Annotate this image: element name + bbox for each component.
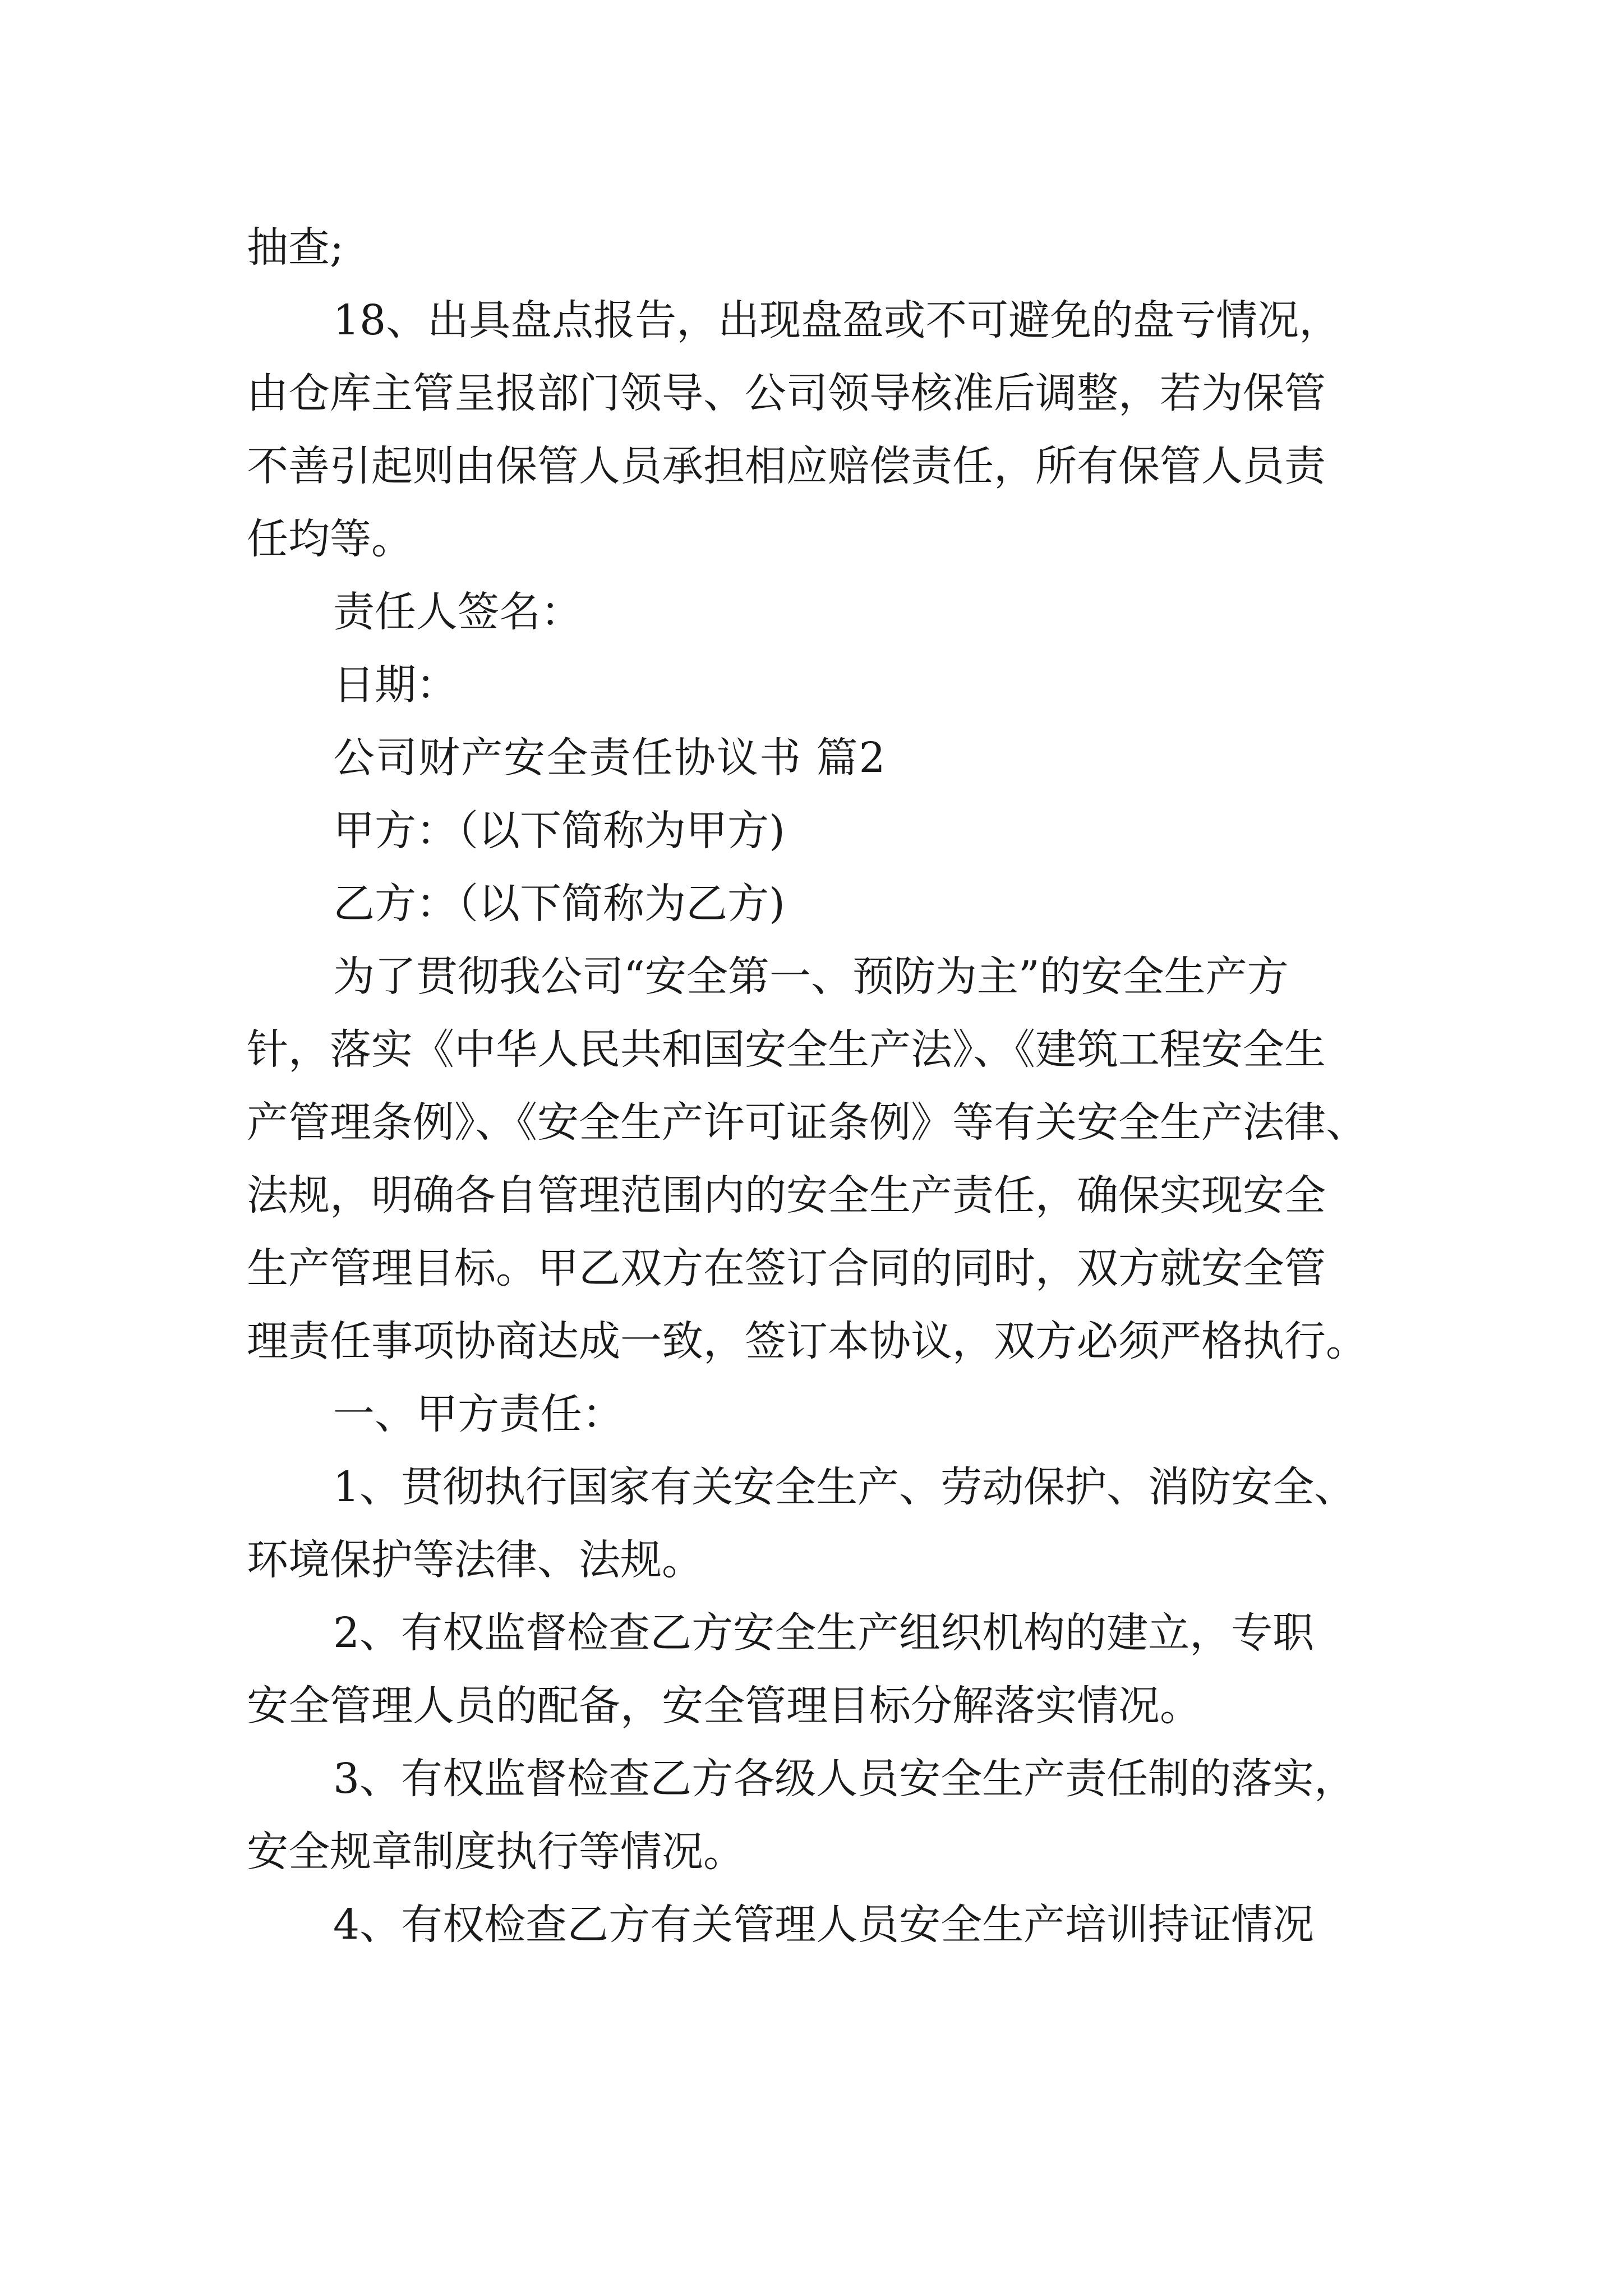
text-line-15: 生产管理目标。甲乙双方在签订合同的同时，双方就安全管 — [247, 1244, 1326, 1292]
signature-label: 责任人签名： — [333, 588, 582, 636]
clause-1-line-1: 1、贯彻执行国家有关安全生产、劳动保护、消防安全、 — [333, 1463, 1356, 1511]
text-line-5: 任均等。 — [247, 515, 413, 563]
section-title: 公司财产安全责任协议书 篇2 — [333, 734, 887, 782]
text-line-11: 为了贯彻我公司“安全第一、预防为主”的安全生产方 — [333, 953, 1289, 1001]
clause-1-line-2: 环境保护等法律、法规。 — [247, 1536, 703, 1584]
text-line-14: 法规，明确各自管理范围内的安全生产责任，确保实现安全 — [247, 1171, 1326, 1220]
party-a-responsibilities-heading: 一、甲方责任： — [333, 1390, 624, 1438]
clause-3-line-1: 3、有权监督检查乙方各级人员安全生产责任制的落实， — [333, 1755, 1356, 1803]
clause-2-line-2: 安全管理人员的配备，安全管理目标分解落实情况。 — [247, 1682, 1201, 1730]
party-a-line: 甲方：（以下简称为甲方) — [333, 807, 785, 855]
text-line-12: 针，落实《中华人民共和国安全生产法》、《建筑工程安全生 — [247, 1025, 1326, 1074]
date-label: 日期： — [333, 661, 458, 709]
text-line-2: 18、出具盘点报告，出现盘盈或不可避免的盘亏情况， — [333, 296, 1341, 344]
text-line-4: 不善引起则由保管人员承担相应赔偿责任，所有保管人员责 — [247, 442, 1326, 490]
clause-4-line-1: 4、有权检查乙方有关管理人员安全生产培训持证情况 — [333, 1901, 1315, 1949]
clause-2-line-1: 2、有权监督检查乙方安全生产组织机构的建立，专职 — [333, 1609, 1315, 1657]
text-line-13: 产管理条例》、《安全生产许可证条例》等有关安全生产法律、 — [247, 1098, 1367, 1147]
party-b-line: 乙方：（以下简称为乙方) — [333, 880, 785, 928]
text-line-16: 理责任事项协商达成一致，签订本协议，双方必须严格执行。 — [247, 1317, 1367, 1365]
text-line-3: 由仓库主管呈报部门领导、公司领导核准后调整，若为保管 — [247, 369, 1326, 417]
clause-3-line-2: 安全规章制度执行等情况。 — [247, 1828, 745, 1876]
text-line-1: 抽查; — [247, 223, 344, 272]
